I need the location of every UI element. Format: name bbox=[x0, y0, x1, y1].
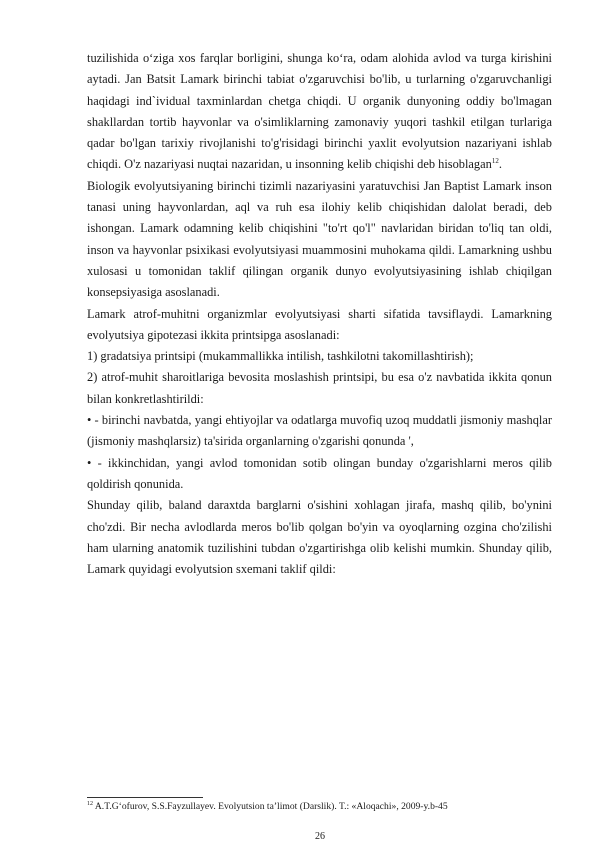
paragraph-4: Shunday qilib, baland daraxtda barglarni o'sishini xohlagan jirafa, mashq qilib, bo'ynini cho'zdi. Bir necha avlodlarda meros bo'lib qolgan bo'yin va oyoqlarning ozgina cho'zilishi ham ularning anatomik tuzilishini tubdan o'zgartirishga olib kelishi mumkin. Shunday qilib, Lamark quyidagi evolyutsion sxemani taklif qildi: bbox=[87, 498, 552, 577]
bullet-item-1: • - birinchi navbatda, yangi ehtiyojlar va odatlarga muvofiq uzoq muddatli jismoniy mashqlar (jismoniy mashqlarsiz) ta'sirida organlarning o'zgarishi qonunda ', bbox=[87, 413, 552, 449]
footnote-divider bbox=[87, 797, 203, 798]
paragraph-1-end-period: . bbox=[498, 157, 502, 172]
footnote-marker: 12 bbox=[87, 800, 93, 807]
paragraph-2: Biologik evolyutsiyaning birinchi tizimli nazariyasini yaratuvchisi Jan Baptist Lamark inson tanasi uning hayvonlardan, aql va ruh esa ilohiy kelib chiqishidan dalolat beradi, deb ishongan. Lamark odamning kelib chiqishini "to'rt qo'l" navlaridan biridan to'liq tan oldi, inson va hayvonlar psixikasi evolyutsiyasi muammosini muhokama qildi. Lamarkning ushbu xulosasi u tomonidan taklif qilingan organik dunyo evolyutsiyasining ishlab chiqilgan konsepsiyasiga asoslanadi. bbox=[87, 178, 552, 300]
page-number: 26 bbox=[315, 831, 325, 842]
paragraph-1-text: tuzilishida o‘ziga xos farqlar borligini, shunga ko‘ra, odam alohida avlod va turga kirishini aytadi. Jan Batsit Lamark birinchi tabiat o'zgaruvchisi bo'lib, u turlarning o'zgaruvchanligi haqidagi ind`ividual taxminlardan chetga chiqdi. U organik dunyoning oddiy bo'lmagan shakllardan tortib hayvonlar va o'simliklarning zamonaviy yuqori tashkil etilgan turlariga qadar bo'lgan tarixiy rivojlanishi to'g'risidagi birinchi yaxlit evolyutsion nazariyani ishlab chiqdi. O'z nazariyasi nuqtai nazaridan, u insonning kelib chiqishi deb hisoblagan bbox=[87, 51, 552, 172]
footnote-reference: 12 bbox=[491, 157, 499, 166]
list-item-1: 1) gradatsiya printsipi (mukammallikka intilish, tashkilotni takomillashtirish); bbox=[87, 349, 474, 364]
paragraph-1 bbox=[87, 48, 552, 176]
paragraph-3: Lamark atrof-muhitni organizmlar evolyutsiyasi sharti sifatida tavsiflaydi. Lamarkning evolyutsiya gipotezasi ikkita printsipga asoslanadi: bbox=[87, 306, 552, 342]
footnote-text: A.T.G‘ofurov, S.S.Fayzullayev. Evolyutsion ta’limot (Darslik). T.: «Aloqachi», 2009-y.b-45 bbox=[94, 801, 448, 812]
list-item-2: 2) atrof-muhit sharoitlariga bevosita moslashish printsipi, bu esa o'z navbatida ikkita qonun bilan konkretlashtirildi: bbox=[87, 370, 552, 406]
bullet-item-2: • - ikkinchidan, yangi avlod tomonidan sotib olingan bunday o'zgarishlarni meros qilib qoldirish qonunida. bbox=[87, 455, 552, 491]
body-text bbox=[87, 48, 552, 580]
footnote bbox=[87, 801, 557, 813]
